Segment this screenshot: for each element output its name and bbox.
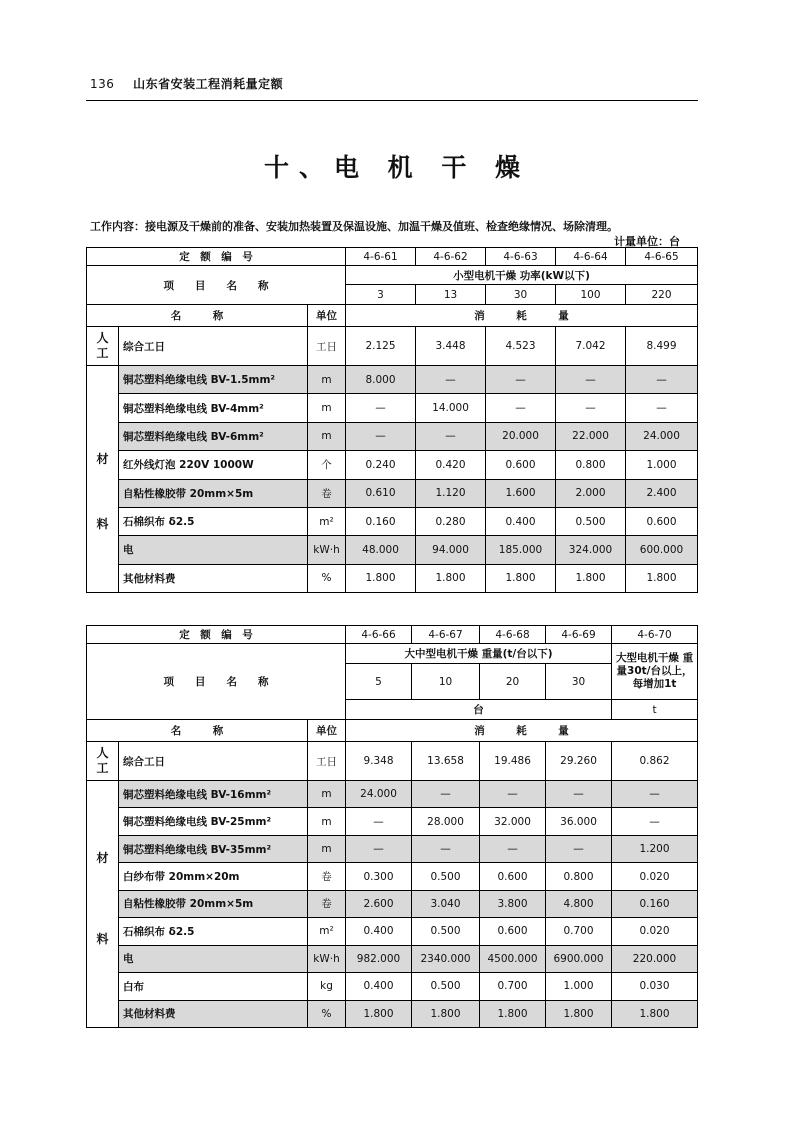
material-group-label: 材 料 [87,366,119,593]
size-cell: 10 [412,664,480,700]
material-value: 0.500 [412,918,480,945]
material-value: 0.700 [546,918,612,945]
material-value: 1.800 [486,564,556,592]
material-name: 自粘性橡胶带 20mm×5m [119,479,308,507]
material-value: 4500.000 [480,945,546,972]
material-value: 0.610 [346,479,416,507]
size-cell: 30 [546,664,612,700]
material-value: 600.000 [626,536,698,564]
material-unit: 卷 [308,863,346,890]
material-value: 0.700 [480,973,546,1000]
material-unit: m² [308,507,346,535]
material-value: 0.280 [416,507,486,535]
material-value: 0.400 [346,973,412,1000]
code-cell: 4-6-70 [612,626,698,644]
material-value: 0.500 [412,973,480,1000]
material-value: 3.800 [480,890,546,917]
material-value: 0.600 [626,507,698,535]
material-value: 48.000 [346,536,416,564]
material-value: — [612,781,698,808]
labor-name: 综合工日 [119,327,308,366]
name-label: 名 称 [87,720,308,742]
size-cell: 20 [480,664,546,700]
material-name: 铜芯塑料绝缘电线 BV-25mm² [119,808,308,835]
material-value: 0.800 [546,863,612,890]
material-value: 1.600 [486,479,556,507]
labor-value: 13.658 [412,742,480,781]
material-value: 1.000 [626,451,698,479]
material-value: 4.800 [546,890,612,917]
size-cell: 5 [346,664,412,700]
material-group-label: 材 料 [87,781,119,1028]
material-value: — [556,394,626,422]
material-value: — [480,781,546,808]
material-name: 自粘性橡胶带 20mm×5m [119,890,308,917]
labor-value: 19.486 [480,742,546,781]
unit-label: 单位 [308,305,346,327]
material-value: 1.800 [546,1000,612,1028]
material-name: 电 [119,945,308,972]
material-value: 0.020 [612,918,698,945]
material-value: — [412,781,480,808]
materials-body [87,366,698,593]
material-value: 1.800 [346,564,416,592]
labor-value: 29.260 [546,742,612,781]
material-value: 0.160 [612,890,698,917]
material-unit: m [308,422,346,450]
material-value: 2.600 [346,890,412,917]
material-value: 0.030 [612,973,698,1000]
material-value: — [556,366,626,394]
labor-unit: 工日 [308,742,346,781]
material-name: 铜芯塑料绝缘电线 BV-16mm² [119,781,308,808]
section-title: 十、电 机 干 燥 [263,153,531,182]
material-name: 铜芯塑料绝缘电线 BV-35mm² [119,835,308,862]
material-unit: 卷 [308,479,346,507]
code-cell: 4-6-68 [480,626,546,644]
size-cell: 30 [486,285,556,305]
material-value: 20.000 [486,422,556,450]
material-value: — [626,366,698,394]
material-unit: m [308,394,346,422]
book-title: 山东省安装工程消耗量定额 [133,77,284,91]
material-value: 0.600 [480,863,546,890]
material-unit: % [308,1000,346,1028]
material-value: — [626,394,698,422]
material-unit: 个 [308,451,346,479]
code-cell: 4-6-65 [626,248,698,266]
material-value: 24.000 [626,422,698,450]
code-cell: 4-6-67 [412,626,480,644]
material-value: 8.000 [346,366,416,394]
material-value: 14.000 [416,394,486,422]
material-unit: m² [308,918,346,945]
material-value: 3.040 [412,890,480,917]
item-name-label: 项 目 名 称 [87,644,346,720]
spec-header: 大中型电机干燥 重量(t/台以下) [346,644,612,664]
code-cell: 4-6-61 [346,248,416,266]
material-value: 1.800 [416,564,486,592]
page-header [90,75,283,92]
material-value: 0.600 [486,451,556,479]
labor-value: 0.862 [612,742,698,781]
material-value: 1.800 [480,1000,546,1028]
code-cell: 4-6-64 [556,248,626,266]
code-label: 定 额 编 号 [87,248,346,266]
material-value: 0.160 [346,507,416,535]
labor-unit: 工日 [308,327,346,366]
size-cell: 13 [416,285,486,305]
material-unit: 卷 [308,890,346,917]
name-label: 名 称 [87,305,308,327]
work-content: 工作内容：接电源及干燥前的准备、安装加热装置及保温设施、加温干燥及值班、检查绝缘情况、场除清理。 [90,220,618,233]
labor-name: 综合工日 [119,742,308,781]
material-value: 0.400 [486,507,556,535]
labor-group-label: 人 工 [87,742,119,781]
code-cell: 4-6-63 [486,248,556,266]
code-label: 定 额 编 号 [87,626,346,644]
material-value: 28.000 [412,808,480,835]
labor-value: 4.523 [486,327,556,366]
material-value: 36.000 [546,808,612,835]
material-value: 0.600 [480,918,546,945]
material-name: 红外线灯泡 220V 1000W [119,451,308,479]
material-value: 0.300 [346,863,412,890]
material-value: — [416,366,486,394]
material-value: 1.800 [612,1000,698,1028]
material-value: 94.000 [416,536,486,564]
labor-value: 8.499 [626,327,698,366]
material-value: — [412,835,480,862]
material-value: — [346,394,416,422]
material-value: 982.000 [346,945,412,972]
header-rule [86,100,698,101]
material-value: 185.000 [486,536,556,564]
code-cell: 4-6-66 [346,626,412,644]
material-unit: m [308,781,346,808]
material-unit: kg [308,973,346,1000]
material-value: — [486,394,556,422]
material-name: 铜芯塑料绝缘电线 BV-4mm² [119,394,308,422]
item-name-label: 项 目 名 称 [87,266,346,305]
material-value: — [346,422,416,450]
material-value: 0.800 [556,451,626,479]
material-name: 电 [119,536,308,564]
material-value: 0.240 [346,451,416,479]
unit-label: 单位 [308,720,346,742]
consumption-label: 消 耗 量 [346,720,698,742]
material-name: 白纱布带 20mm×20m [119,863,308,890]
material-name: 铜芯塑料绝缘电线 BV-6mm² [119,422,308,450]
material-value: 0.400 [346,918,412,945]
material-unit: kW·h [308,536,346,564]
material-value: 22.000 [556,422,626,450]
size-cell: 220 [626,285,698,305]
material-value: 2.000 [556,479,626,507]
labor-value: 2.125 [346,327,416,366]
material-value: 24.000 [346,781,412,808]
material-unit: kW·h [308,945,346,972]
material-value: 1.800 [556,564,626,592]
material-value: — [480,835,546,862]
material-name: 其他材料费 [119,564,308,592]
unit-row-extra: t [612,700,698,720]
material-value: — [612,808,698,835]
materials-body [87,781,698,1028]
material-value: — [346,808,412,835]
material-name: 石棉织布 δ2.5 [119,507,308,535]
labor-value: 3.448 [416,327,486,366]
material-value: 1.800 [412,1000,480,1028]
code-cell: 4-6-62 [416,248,486,266]
consumption-label: 消 耗 量 [346,305,698,327]
labor-value: 7.042 [556,327,626,366]
material-value: — [546,781,612,808]
material-name: 石棉织布 δ2.5 [119,918,308,945]
material-value: 2340.000 [412,945,480,972]
material-value: 324.000 [556,536,626,564]
quota-table-small-motor [86,247,698,593]
material-value: 6900.000 [546,945,612,972]
material-value: 1.200 [612,835,698,862]
material-value: 0.420 [416,451,486,479]
material-value: 1.800 [626,564,698,592]
material-name: 其他材料费 [119,1000,308,1028]
material-value: 1.000 [546,973,612,1000]
material-unit: m [308,835,346,862]
material-unit: m [308,808,346,835]
material-name: 白布 [119,973,308,1000]
material-value: 220.000 [612,945,698,972]
material-value: — [486,366,556,394]
material-unit: % [308,564,346,592]
material-value: 0.020 [612,863,698,890]
size-cell: 100 [556,285,626,305]
labor-value: 9.348 [346,742,412,781]
measurement-unit: 计量单位：台 [614,235,680,248]
size-cell: 3 [346,285,416,305]
code-cell: 4-6-69 [546,626,612,644]
material-name: 铜芯塑料绝缘电线 BV-1.5mm² [119,366,308,394]
material-value: 1.800 [346,1000,412,1028]
unit-row-main: 台 [346,700,612,720]
spec-extra: 大型电机干燥 重量30t/台以上，每增加1t [612,644,698,700]
page-number: 136 [90,77,115,91]
material-unit: m [308,366,346,394]
spec-header: 小型电机干燥 功率(kW以下) [346,266,698,285]
material-value: 2.400 [626,479,698,507]
material-value: 0.500 [556,507,626,535]
quota-table-large-motor [86,625,698,1028]
labor-group-label: 人 工 [87,327,119,366]
material-value: 1.120 [416,479,486,507]
material-value: — [346,835,412,862]
material-value: 32.000 [480,808,546,835]
material-value: — [546,835,612,862]
material-value: 0.500 [412,863,480,890]
material-value: — [416,422,486,450]
